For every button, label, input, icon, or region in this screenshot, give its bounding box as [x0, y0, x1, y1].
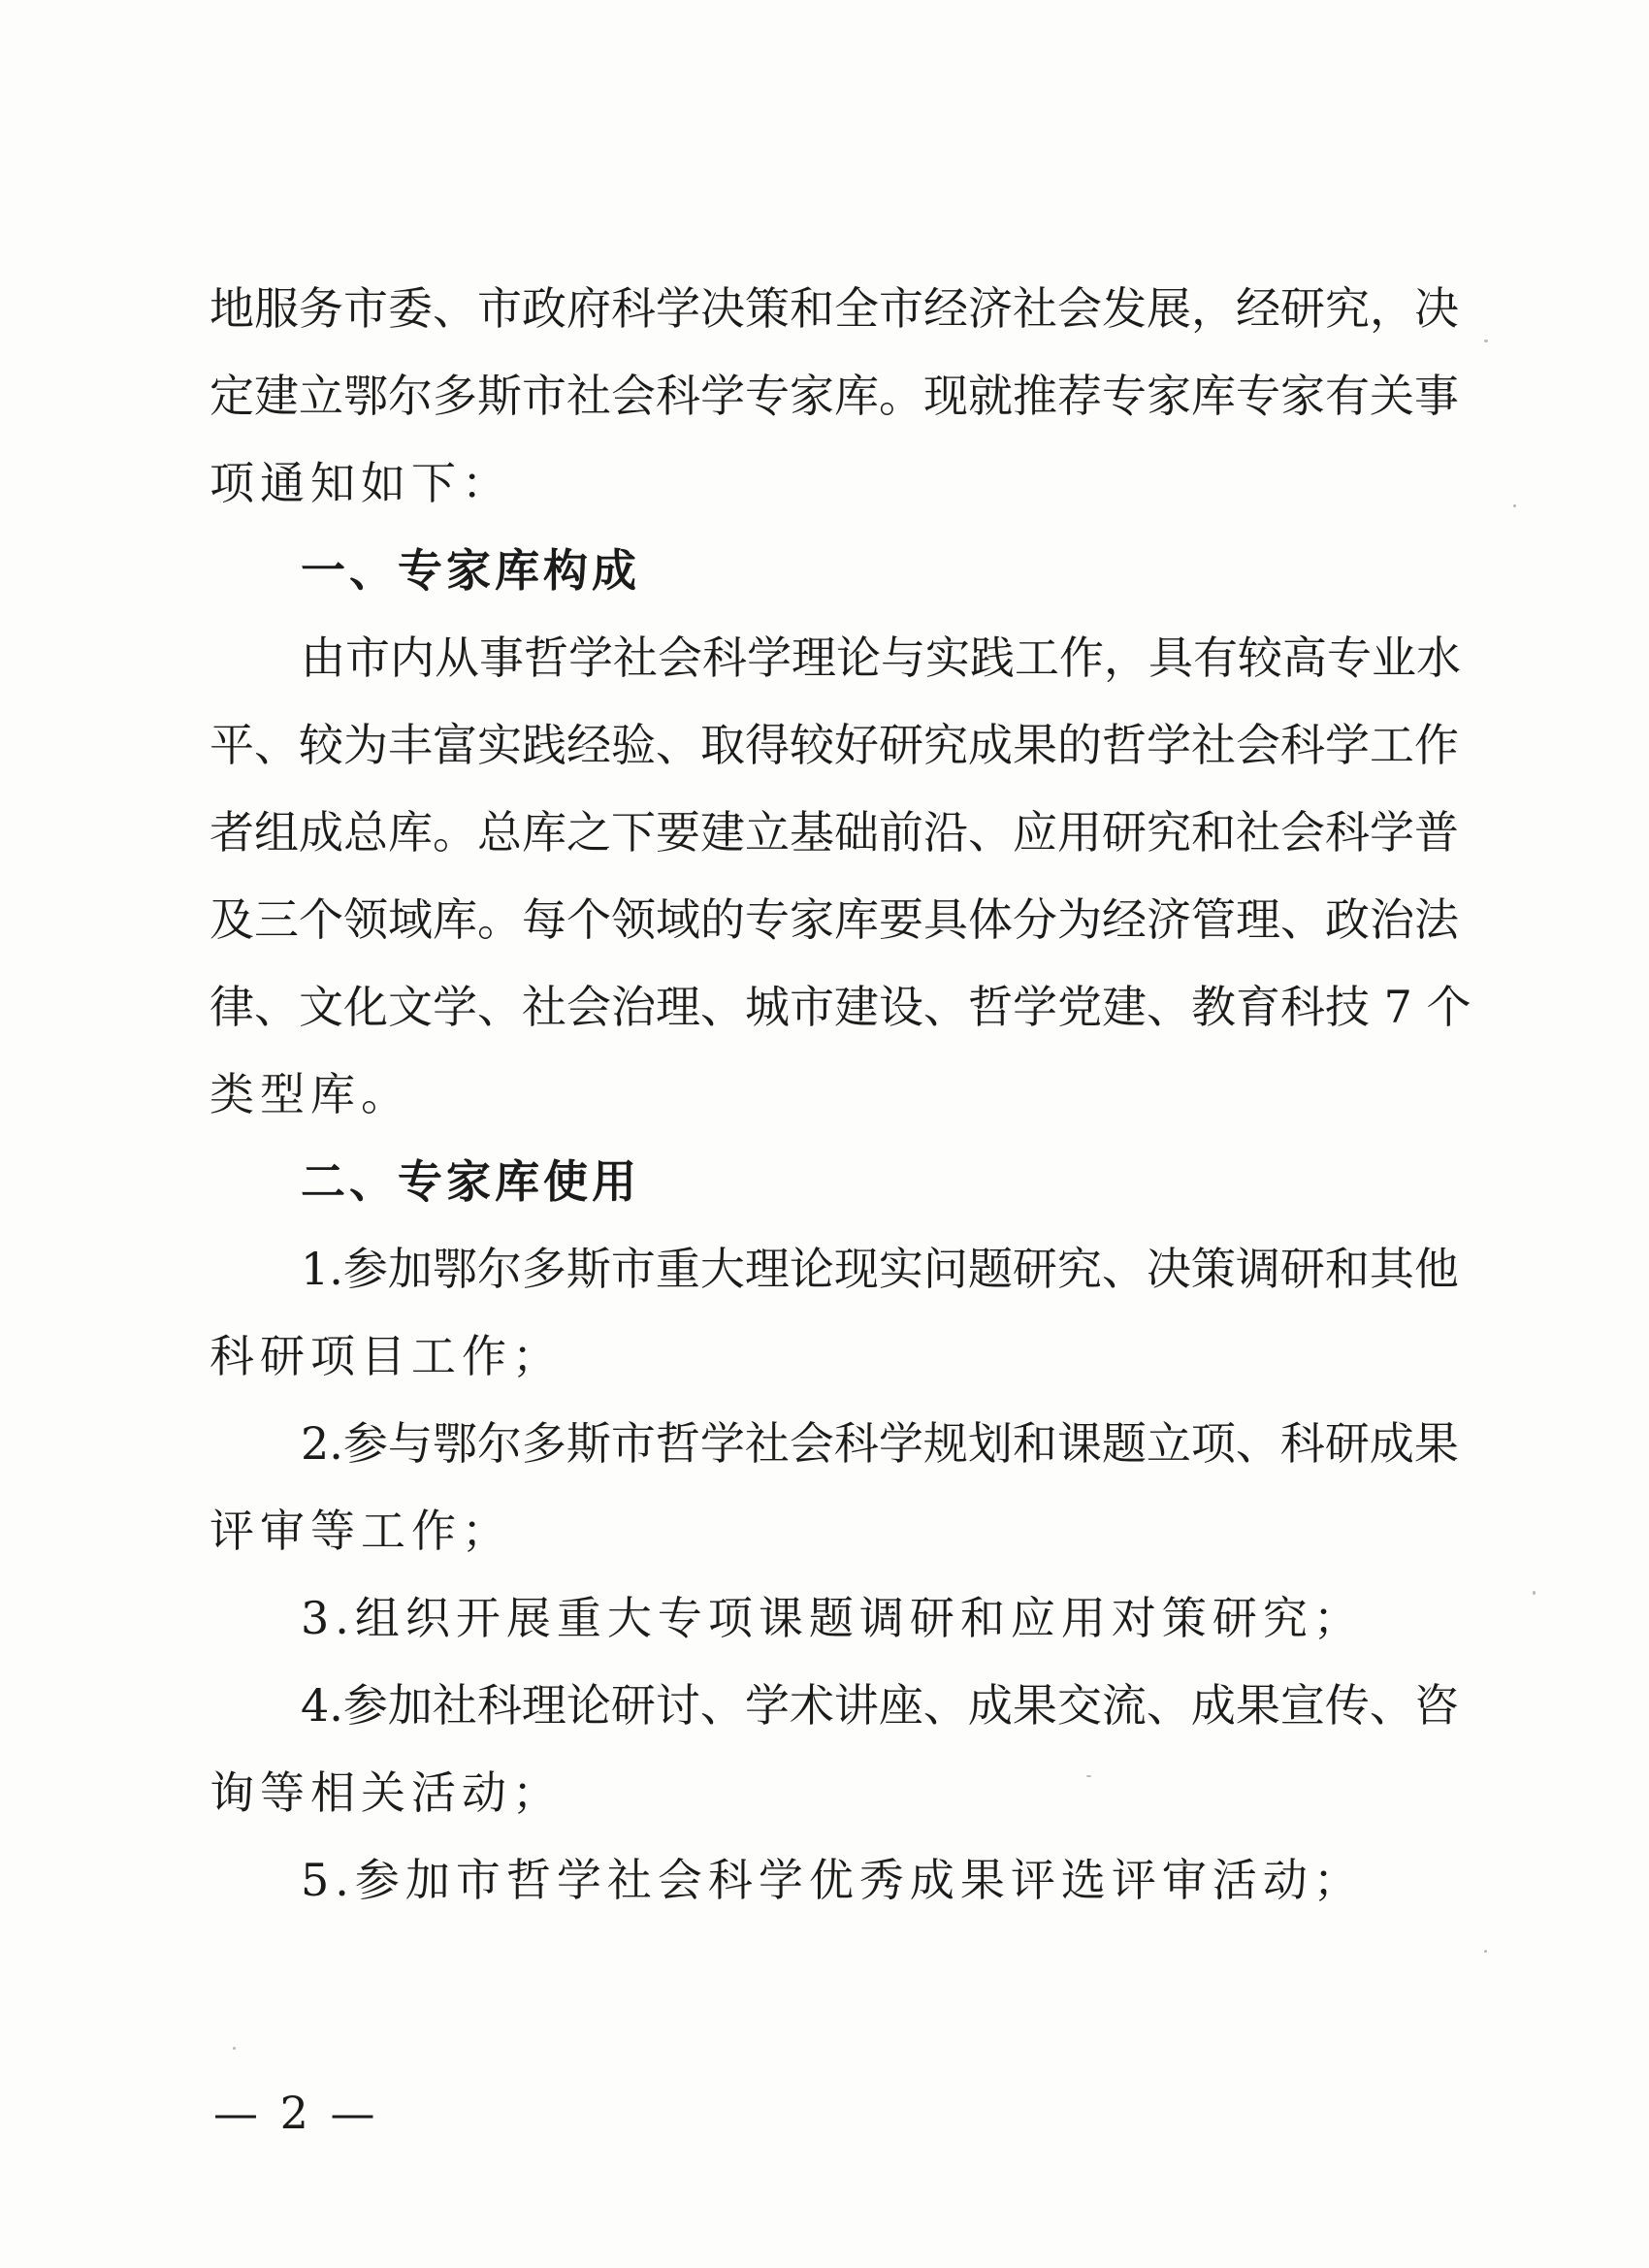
list-item-line: 2.参与鄂尔多斯市哲学社会科学规划和课题立项、科研成果: [301, 1417, 1459, 1470]
paragraph-line: 者组成总库。总库之下要建立基础前沿、应用研究和社会科学普: [210, 806, 1459, 859]
list-item-line: 5.参加市哲学社会科学优秀成果评选评审活动；: [301, 1854, 1364, 1906]
paragraph-line: 定建立鄂尔多斯市社会科学专家库。现就推荐专家库专家有关事: [210, 370, 1459, 422]
paragraph-line: 项通知如下：: [210, 457, 512, 509]
paragraph-line: 类型库。: [210, 1068, 411, 1120]
scan-speck: [1086, 1775, 1091, 1777]
list-item-line: 评审等工作；: [210, 1505, 512, 1557]
paragraph-line: 律、文化文学、社会治理、城市建设、哲学党建、教育科技 7 个: [210, 981, 1471, 1033]
list-item-line: 询等相关活动；: [210, 1766, 563, 1819]
list-item-line: 3.组织开展重大专项课题调研和应用对策研究；: [301, 1592, 1364, 1644]
section-heading-2: 二、专家库使用: [301, 1155, 640, 1208]
paragraph-line: 地服务市委、市政府科学决策和全市经济社会发展，经研究，决: [210, 282, 1459, 335]
scan-speck: [1533, 1591, 1536, 1595]
list-item-line: 科研项目工作；: [210, 1330, 563, 1382]
paragraph-line: 及三个领域库。每个领域的专家库要具体分为经济管理、政治法: [210, 893, 1459, 946]
list-item-line: 4.参加社科理论研讨、学术讲座、成果交流、成果宣传、咨: [301, 1679, 1459, 1732]
scan-speck: [1484, 340, 1488, 342]
scan-speck: [1513, 504, 1516, 507]
section-heading-1: 一、专家库构成: [301, 544, 640, 597]
scan-speck: [233, 2047, 236, 2050]
paragraph-line: 平、较为丰富实践经验、取得较好研究成果的哲学社会科学工作: [210, 719, 1459, 771]
page-number: — 2 —: [213, 2087, 379, 2139]
paragraph-line: 由市内从事哲学社会科学理论与实践工作，具有较高专业水: [301, 632, 1461, 684]
list-item-line: 1.参加鄂尔多斯市重大理论现实问题研究、决策调研和其他: [301, 1243, 1459, 1295]
scan-speck: [1484, 1950, 1487, 1953]
